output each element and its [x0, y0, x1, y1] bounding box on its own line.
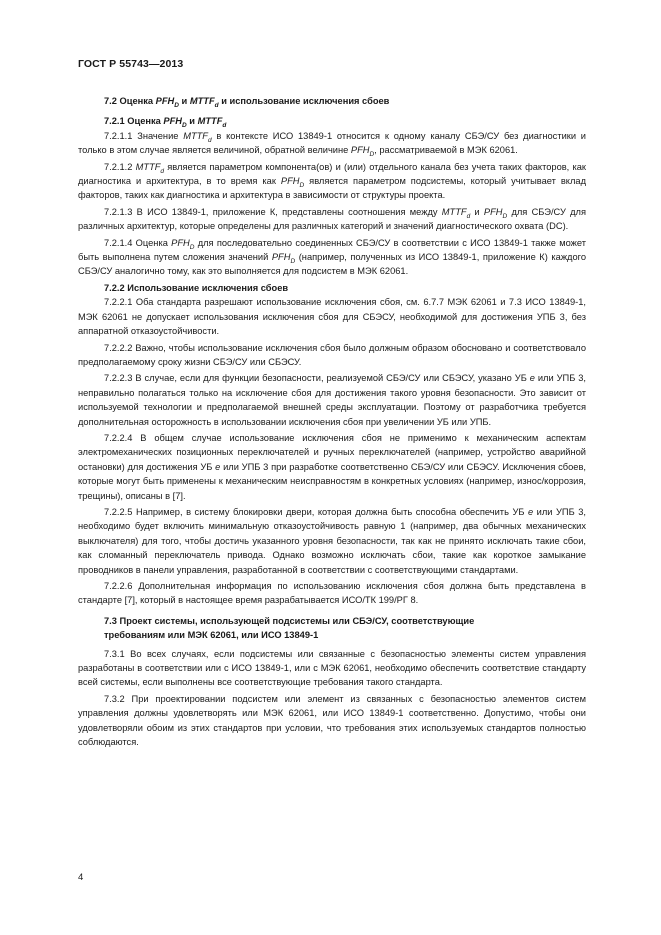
paragraph-7-3-2: 7.3.2 При проектировании подсистем или элемент из связанных с безопасностью элементов систем управления должны удовлетворять или МЭК 62061, или ИСО 13849-1 соответственно. Допустимо, чтобы они удовлетворяли обоим из этих стандартов при условии, что требования этих используемых стандартов полностью соблюдаются. — [78, 693, 586, 748]
paragraph-7-2-2-6: 7.2.2.6 Дополнительная информация по использованию исключения сбоя должна быть представлена в стандарте [7], который в настоящее время разрабатывается ИСО/ТК 199/РГ 8. — [78, 581, 586, 606]
paragraph-7-2-2-3: 7.2.2.3 В случае, если для функции безопасности, реализуемой СБЭ/СУ или СБЭСУ, указано УБ е или УПБ 3, неправильно полагаться только на исключение сбоя для достижения такого уровня безопасности. Это зависит от используемой технологии и предполагаемой внешней среды эксплуатации. Поэтому от разработчика требуется дополнительная осторожность в использовании исключения сбоя при увеличении УБ или УПБ. — [78, 373, 586, 427]
section-7-2-1-heading: 7.2.1 Оценка $PFH_D$ и $MTTF_d$ — [104, 116, 227, 130]
paragraph-7-2-1-3: 7.2.1.3 В ИСО 13849-1, приложение К, представлены соотношения между $MTTF_d$ и $PFH_D$ для СБЭ/СУ для различных архитектур, которые определены для различных категорий и значений диагностического охвата (DC). — [78, 206, 587, 232]
paragraph-7-2-2-2: 7.2.2.2 Важно, чтобы использование исключения сбоя было должным образом обосновано и соответствовало предполагаемому сроку жизни СБЭ/СУ или СБЭСУ. — [78, 342, 586, 367]
paragraph-7-2-2-1: 7.2.2.1 Оба стандарта разрешают использование исключения сбоя, см. 6.7.7 МЭК 62061 и 7.3 ИСО 13849-1, МЭК 62061 не допускает использования исключения сбоя для СБЭСУ, необходимой для достижения УПБ 3, без аппаратной отказоустойчивости. — [78, 297, 586, 337]
section-7-3-heading-line1: 7.3 Проект системы, использующей подсистемы или СБЭ/СУ, соответствующие — [104, 615, 475, 626]
section-7-2-2-heading: 7.2.2 Использование исключения сбоев — [104, 282, 289, 293]
section-7-3-heading-line2: требованиям или МЭК 62061, или ИСО 13849-1 — [104, 630, 319, 641]
paragraph-7-2-1-2: 7.2.1.2 $MTTF_d$ является параметром компонента(ов) и (или) отдельного канала без учета таких факторов, как диагностика и архитектура, в то время как $PFH_D$ является параметром подсистемы, который учитывает вклад факторов, таких как диагностика и архитектура в зависимости от структуры проекта. — [78, 161, 586, 201]
paragraph-7-2-1-1: 7.2.1.1 Значение $MTTF_d$ в контексте ИСО 13849-1 относится к одному каналу СБЭ/СУ без диагностики и только в этом случае является величиной, обратной величине $PFH_D$, рассматриваемой в МЭК 62061. — [78, 130, 586, 159]
section-7-2-heading: 7.2 Оценка $PFH_D$ и $MTTF_d$ и использование исключения сбоев — [104, 96, 390, 109]
document-body — [78, 94, 586, 751]
paragraph-7-2-2-4: 7.2.2.4 В общем случае использование исключения сбоя не применимо к механическим аспектам электромеханических позиционных переключателей и ручных переключателей (например, устройство аварийной остановки) для достижения УБ е или УПБ 3 при разработке соответственно СБЭ/СУ или СБЭСУ. Исключения сбоев, которые могут быть применены к механическим неисправностям в конкретных условиях (например, износ/коррозия, трещины), описаны в [7]. — [78, 432, 586, 501]
section-7-3-heading — [78, 614, 586, 643]
page-number: 4 — [78, 872, 84, 883]
paragraph-7-2-2-5: 7.2.2.5 Например, в систему блокировки двери, которая должна быть способна обеспечить УБ е или УПБ 3, необходимо будет включить минимальную отказоустойчивость равную 1 (например, два обычных механических выключателя) для того, чтобы достичь указанного уровня безопасности, так как не принято исключать такие сбои, как сломанный переключатель привода. Однако возможно исключать сбои, такие как короткое замыкание проводников в панели управления, разработанной в соответствии с соответствующими стандартами. — [78, 506, 586, 575]
paragraph-7-2-1-4: 7.2.1.4 Оценка $PFH_D$ для последовательно соединенных СБЭ/СУ в соответствии с ИСО 13849-1 также может быть выполнена путем сложения значений $PFH_D$ (например, полученных из ИСО 13849-1, приложение К) каждого СБЭ/СУ аналогично тому, как это выполняется для подсистем в МЭК 62061. — [78, 237, 586, 277]
paragraph-7-3-1: 7.3.1 Во всех случаях, если подсистемы или связанные с безопасностью элементы систем управления разработаны в соответствии или с ИСО 13849-1, или с МЭК 62061, необходимо обеспечить соответствие стандарту всей системы, если выполнены все соответствующие требования такого стандарта. — [78, 648, 586, 688]
document-header: ГОСТ Р 55743—2013 — [78, 58, 184, 70]
